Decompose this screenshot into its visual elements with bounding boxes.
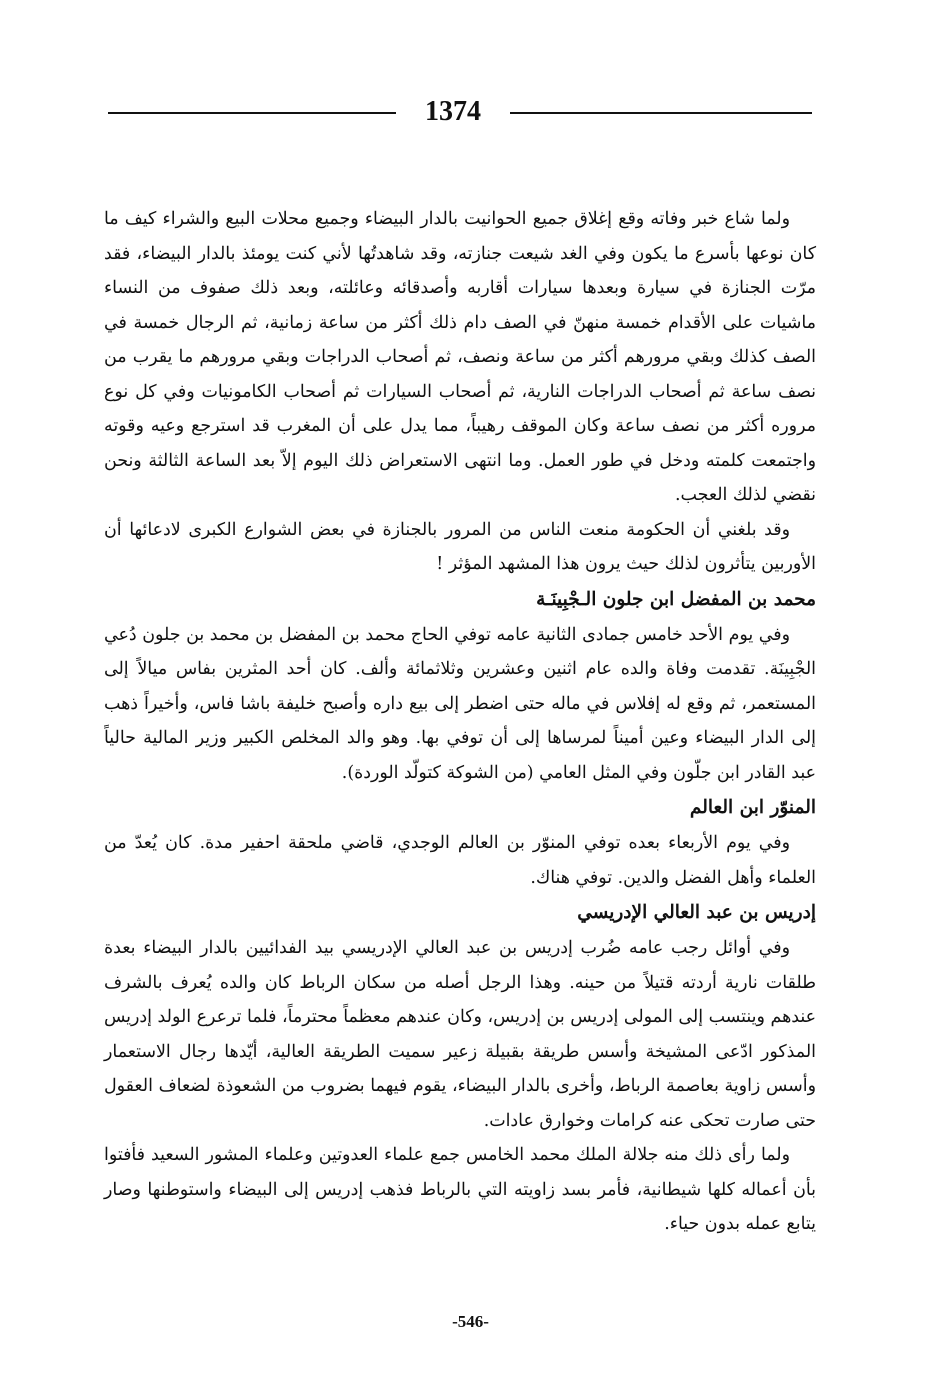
- body-paragraph: وفي يوم الأربعاء بعده توفي المنوّر بن العالم الوجدي، قاضي ملحقة احفير مدة. كان يُعدّ من العلماء وأهل الفضل والدين. توفي هناك.: [104, 833, 816, 888]
- page-footer-number: -546-: [452, 1312, 489, 1331]
- section-heading: محمد بن المفضل ابن جلون الـجْبِينَـة: [536, 588, 816, 610]
- body-paragraph: ولما شاع خبر وفاته وقع إغلاق جميع الحوانيت بالدار البيضاء وجميع محلات البيع والشراء كيف ما كان نوعها بأسرع ما يكون وفي الغد شيعت جنازته، وقد شاهدتُها لأني كنت يومئذ بالدار البيضاء، فقد مرّت الجنازة في سيارة وبعدها سيارات أقاربه وأصدقائه وعائلته، وبعد ذلك صفوف من النساء ماشيات على الأقدام خمسة منهنّ في الصف دام ذلك أكثر من ساعة زمانية، ثم الرجال خمسة في الصف كذلك وبقي مرورهم أكثر من ساعة ونصف، ثم أصحاب الدراجات وبقي مرورهم ما يقرب من نصف ساعة ثم أصحاب الدراجات النارية، ثم أصحاب السيارات ثم أصحاب الكامونيات وفي كل نوع مروره أكثر من نصف ساعة وكان الموقف رهيباً، مما يدل على أن المغرب قد استرجع وعيه وقوته واجتمعت كلمته ودخل في طور العمل. وما انتهى الاستعراض ذلك اليوم إلاّ بعد الساعة الثالثة ونحن نقضي لذلك العجب.: [104, 209, 816, 505]
- section-heading: إدريس بن عبد العالي الإدريسي: [577, 902, 816, 923]
- body-paragraph: وفي أوائل رجب عامه ضُرب إدريس بن عبد العالي الإدريسي بيد الفدائيين بالدار البيضاء بعدة طلقات نارية أردته قتيلاً من حينه. وهذا الرجل أصله من سكان الرباط كان والده يُعرف بالشرف عندهم وينتسب إلى المولى إدريس بن إدريس، وكان عندهم معظماً محترماً، فلما ترعرع الولد إدريس المذكور ادّعى المشيخة وأسس طريقة بقبيلة زعير سميت الطريقة العالية، أيّدها رجال الاستعمار وأسس زاوية بعاصمة الرباط، وأخرى بالدار البيضاء، يقوم فيهما بضروب من الشعوذة لضعاف العقول حتى صارت تحكى عنه كرامات وخوارق عادات.: [104, 938, 816, 1131]
- body-paragraph: ولما رأى ذلك منه جلالة الملك محمد الخامس جمع علماء العدوتين وعلماء المشور السعيد فأفتوا بأن أعماله كلها شيطانية، فأمر بسد زاويته التي بالرباط فذهب إدريس إلى البيضاء واستوطنها وصار يتابع عمله بدون حياء.: [104, 1145, 816, 1234]
- page-number: 1374: [425, 96, 481, 127]
- section-heading: المنوّر ابن العالم: [689, 797, 816, 818]
- body-paragraph: وقد بلغني أن الحكومة منعت الناس من المرور بالجنازة في بعض الشوارع الكبرى لادعائها أن الأوربين يتأثرون لذلك حيث يرون هذا المشهد المؤثر !: [104, 519, 816, 574]
- page-header: [0, 92, 941, 132]
- header-rule-left: [108, 112, 396, 114]
- header-rule-right: [510, 112, 812, 114]
- body-paragraph: وفي يوم الأحد خامس جمادى الثانية عامه توفي الحاج محمد بن المفضل بن محمد بن جلون دُعي الجْبِينَة. تقدمت وفاة والده عام اثنين وعشرين وثلاثمائة وألف. كان أحد المثرين بفاس ميالاً إلى المستعمر، ثم وقع له إفلاس في ماله حتى اضطر إلى بيع داره وأصبح خليفة باشا فاس، وأخيراً ذهب إلى الدار البيضاء وعين أميناً لمرساها إلى أن توفي بها. وهو والد المخلص الكبير وزير المالية حالياً عبد القادر ابن جلّون وفي المثل العامي (من الشوكة كتولّد الوردة).: [104, 624, 816, 783]
- page-body: [104, 202, 816, 1242]
